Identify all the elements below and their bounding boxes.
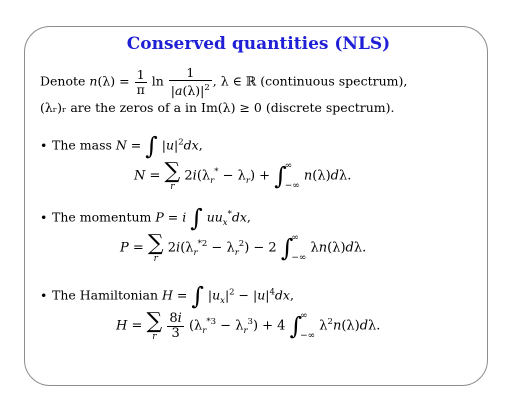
hamiltonian-label: The Hamiltonian [52, 287, 159, 303]
hamiltonian-symbol: H [162, 287, 173, 303]
bullet-icon: • [40, 209, 48, 225]
momentum-formula: P = ∑ r $2i(\lambda_r^{*2} - \lambda_r^2) - 2$ ∫ ∞ −∞ λn(λ)dλ. [120, 230, 367, 264]
bullet-icon: • [40, 287, 48, 303]
intro-line-1: Denote n(λ) = $\frac{1}{\pi}$ ln $\frac{1}{|a(\lambda)|^2}$ , λ ∈ ℝ (continuous spectrum), [40, 65, 408, 99]
mass-label: The mass [52, 137, 112, 153]
momentum-bullet: • The momentum P = i ∫ $uu_x^*dx$, [40, 204, 251, 232]
mass-symbol: N [115, 137, 127, 153]
intro-line-2: (λᵣ)ᵣ are the zeros of a in Im(λ) ≥ 0 (discrete spectrum). [40, 100, 395, 115]
hamiltonian-bullet: • The Hamiltonian H = ∫ $|u_x|^2 - |u|^4dx$, [40, 282, 294, 310]
mass-formula: N = ∑ r $2i(\lambda_r^* - \lambda_r)$ + ∫ ∞ −∞ n(λ)dλ. [134, 158, 352, 192]
slide-title: Conserved quantities (NLS) [126, 34, 391, 54]
momentum-symbol: P [155, 209, 164, 225]
bullet-icon: • [40, 137, 48, 153]
mass-bullet: • The mass N = ∫ $|u|^2dx$, [40, 132, 203, 160]
continuous-spectrum-text: , λ ∈ ℝ (continuous spectrum), [212, 73, 408, 89]
hamiltonian-formula: H = ∑ r $\frac{8i}{3}$ $(\lambda_r^{*3} - \lambda_r^3) + 4$ ∫ ∞ −∞ $\lambda^2n(\lambda)d\lambda$. [116, 308, 381, 342]
momentum-label: The momentum [52, 209, 152, 225]
denote-word: Denote [40, 73, 86, 89]
